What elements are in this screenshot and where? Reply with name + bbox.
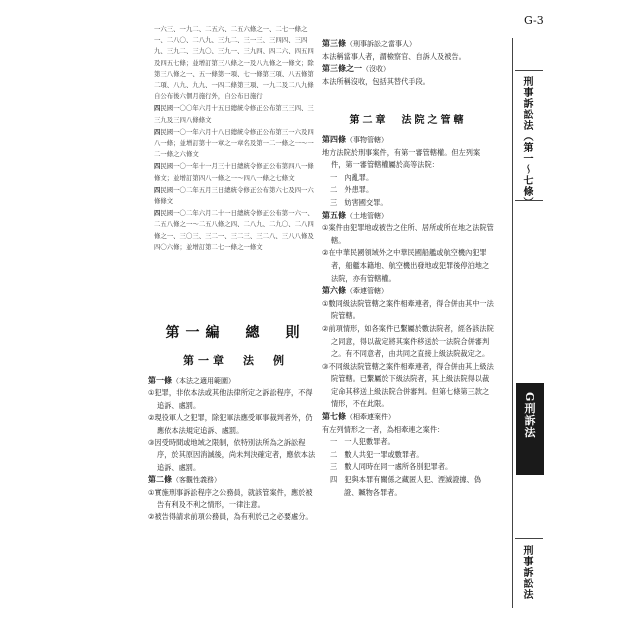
article-item: 三 數人同時在同一處所各別犯罪者。 [330,462,453,472]
article-heading [148,375,318,387]
amendment-entry [154,103,317,125]
amendment-entry [154,208,317,253]
article-title: （刑事訴訟之當事人） [346,40,416,48]
article-item: 一 內亂罪。 [330,172,374,182]
article [322,63,494,88]
article-item: 二 數人共犯一罪或數罪者。 [330,449,424,459]
amendment-text: 民國一〇二年六月二十一日總統令修正公布第一六一、二五八條之一～二五八條之四、二八九、二九〇、二八四條之一、三〇三、三二一、三二三、三二八、三八八條及四〇六條；並增訂第二七一條之一條文 [154,209,314,251]
article-number: 第五條 [322,210,346,220]
amendment-entry [154,161,317,183]
article-item: 三 妨害國交罪。 [330,197,388,207]
article-title: （相牽連案件） [346,413,395,422]
article-number: 第六條 [322,286,346,296]
article-heading [322,38,494,51]
article-number: 第七條 [322,412,346,422]
side-divider [512,38,513,608]
article-heading [322,134,494,147]
article-title: （本法之適用範圍） [172,377,235,385]
article-paragraph: 本法稱當事人者，謂檢察官、自訴人及被告。 [322,51,466,61]
amendment-mark: 四 [154,185,161,194]
article-paragraph: ③因受時間或地域之限制，依特別法所為之訴訟程序，於其原因消滅後，尚未判決確定者，應依本法追訴、處罰。 [148,438,316,472]
article-paragraph: 地方法院於刑事案件，有第一審管轄權。但左列案件，第一審管轄權屬於高等法院： [322,147,481,170]
amendment-list [154,103,317,253]
amendment-text: 民國一〇一年六月十八日總統令修正公布第三一六及四八一條；並增訂第十一章之一章名及第一二一條之一～一二一條之六條文 [154,127,314,159]
article-number: 第一條 [148,376,172,385]
articles-right-top [322,38,494,88]
article-item: 四 犯與本罪有關係之藏匿人犯、湮滅證據、偽證、贓物各罪者。 [330,475,481,497]
article-paragraph: ①數同級法院管轄之案件相牽連者，得合併由其中一法院管轄。 [322,298,494,321]
article-paragraph: ②被告得請求前項公務員，為有利於己之必要處分。 [148,512,313,522]
amendment-mark: 四 [154,104,161,113]
article-paragraph: ②現役軍人之犯罪，除犯軍法應受軍事裁判者外，仍應依本法規定追訴、處罰。 [148,413,313,435]
amendment-entry [154,185,317,207]
article-number: 第四條 [322,135,346,144]
amendment-continuation: 一六三、一九二、二五六、二五六條之一、二七一條之一、二八〇、二八九、三九二、三一三、三四四、三四九、三九二、三九〇、三九一、三九四、四二六、四五四及四五七條；並增訂第三八條之一及八九條之一條文；除第三八條之一、五一條第一項、七一條第三項、八五條第二項、八九、九九、一四二條第三項、一九二及二八九條自公布後六個月施行外，自公布日施行 [154,25,314,101]
article [322,411,494,499]
amendment-text: 民國一〇二年五月三日總統令修正公布第六七及四一六條條文 [154,185,314,206]
article [148,474,318,524]
side-title-bottom: 刑事訴訟法 [521,545,532,600]
article-item: 一 一人犯數罪者。 [330,437,395,447]
article-title: （土地管轄） [346,211,388,220]
article-title: （客觀性義務） [172,476,221,485]
article-item: 二 外患罪。 [330,185,374,195]
article-paragraph: ②在中華民國領域外之中華民國船艦或航空機內犯罪者，船艦本籍地、航空機出發地或犯罪後停泊地之法院，亦有管轄權。 [322,248,490,283]
article-title: （牽連管轄） [346,287,388,296]
article-number: 第三條 [322,39,346,48]
article-heading [148,474,318,486]
amendment-mark: 四 [154,209,161,218]
amendment-mark: 四 [154,127,161,136]
article [322,210,494,286]
part-title: 第一編 總 則 [165,325,306,341]
side-rule-mid [515,200,543,201]
article-number: 第三條之一 [322,64,362,74]
article-paragraph: 本法所稱沒收，包括其替代手段。 [322,76,430,86]
article-title: （事物管轄） [346,136,388,144]
article-number: 第二條 [148,475,172,485]
side-title: 刑事訴訟法（第一～七條） [521,76,532,208]
side-rule-bottom [515,538,543,539]
article [322,134,494,210]
page-code: G-3 [524,14,544,27]
article [322,285,494,411]
side-rule-top [515,70,543,71]
amendment-entry [154,127,317,161]
amendment-history [154,24,317,253]
article-heading [322,210,494,223]
chapter-title-2: 第二章 法院之管轄 [349,115,467,126]
article-paragraph: ③不同級法院管轄之案件相牽連者，得合併由其上級法院管轄。已繫屬於下級法院者，其上級法院得以裁定命其移送上級法院合併審判。但第七條第三款之情形，不在此限。 [322,361,494,409]
articles-right [322,134,494,499]
article-paragraph: ①犯罪，非依本法或其他法律所定之訴訟程序，不得追訴、處罰。 [148,388,313,410]
section-tab-label: G刑訴法 [523,392,536,439]
article-paragraph: 有左列情形之一者，為相牽連之案件： [322,424,445,434]
article-paragraph: ①實施刑事訴訟程序之公務員，就該管案件，應於被告有利及不利之情形，一律注意。 [148,487,313,510]
article-title: （沒收） [362,65,390,74]
article-paragraph: ①案件由犯罪地或被告之住所、居所或所在地之法院管轄。 [322,223,494,245]
article-paragraph: ②前項情形，如各案件已繫屬於數法院者，經各該法院之同意，得以裁定將其案件移送於一法院合併審判之。有不同意者，由共同之直接上級法院裁定之。 [322,323,494,359]
article-heading [322,285,494,298]
chapter-title-1: 第一章 法 例 [183,354,288,367]
article [322,38,494,63]
amendment-mark: 四 [154,162,161,171]
amendment-text: 民國一〇〇年六月十五日總統令修正公布第三三四、三三九及三四八條條文 [154,104,314,124]
article-heading [322,411,494,424]
article-heading [322,63,494,76]
articles-left [148,375,318,524]
article [148,375,318,474]
amendment-text: 民國一〇一年十一月三十日總統令修正公布第四八一條條文；並增訂第四八一條之一～四八一條之七條文 [154,162,314,182]
